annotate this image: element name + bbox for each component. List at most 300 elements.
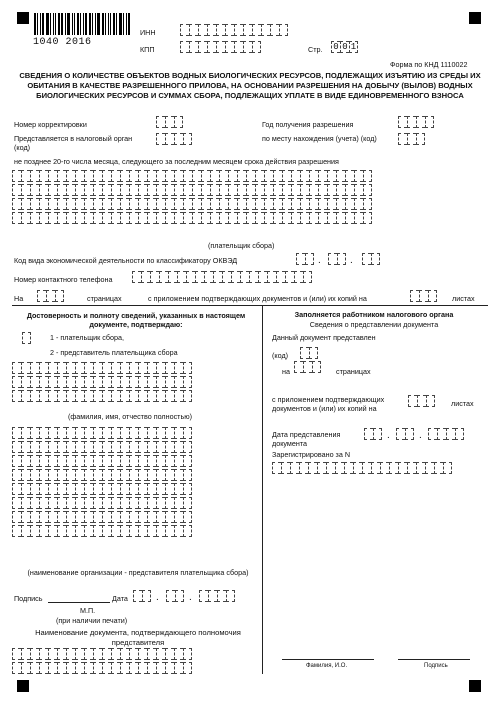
input-cell[interactable] [353,462,362,474]
input-cell[interactable] [156,497,165,509]
input-cell[interactable] [111,198,120,210]
input-cell[interactable] [57,511,66,523]
input-cell[interactable] [48,362,57,374]
grid-row[interactable] [12,170,372,182]
input-cell[interactable] [156,184,165,196]
input-cell[interactable] [129,212,138,224]
input-cell[interactable] [111,362,120,374]
input-cell[interactable] [410,290,419,302]
input-cell[interactable] [264,212,273,224]
grid-row[interactable] [12,198,372,210]
input-cell[interactable] [30,648,39,660]
input-cell[interactable] [309,198,318,210]
input-cell[interactable] [285,271,294,283]
input-cell[interactable] [231,271,240,283]
input-cell[interactable] [300,198,309,210]
input-cell[interactable] [39,212,48,224]
input-cell[interactable] [216,24,225,36]
input-cell[interactable] [300,170,309,182]
input-cell[interactable] [337,253,346,265]
input-cell[interactable] [129,376,138,388]
input-cell[interactable] [138,662,147,674]
sheets-count-field[interactable] [410,290,437,302]
input-cell[interactable] [165,116,174,128]
input-cell[interactable] [303,271,312,283]
input-cell[interactable] [93,648,102,660]
input-cell[interactable] [380,462,389,474]
input-cell[interactable] [174,170,183,182]
input-cell[interactable] [84,376,93,388]
input-cell[interactable] [354,212,363,224]
input-cell[interactable] [237,170,246,182]
input-cell[interactable] [317,462,326,474]
grid-row[interactable] [12,648,192,660]
input-cell[interactable] [192,170,201,182]
input-cell[interactable] [273,212,282,224]
input-cell[interactable] [281,462,290,474]
input-cell[interactable] [57,170,66,182]
input-cell[interactable] [147,198,156,210]
input-cell[interactable] [102,212,111,224]
input-cell[interactable] [129,184,138,196]
input-cell[interactable] [129,390,138,402]
sign-date-month[interactable] [166,590,184,602]
input-cell[interactable] [174,441,183,453]
input-cell[interactable] [300,184,309,196]
input-cell[interactable] [12,511,21,523]
input-cell[interactable] [246,212,255,224]
input-cell[interactable] [416,133,425,145]
input-cell[interactable] [75,441,84,453]
input-cell[interactable] [243,24,252,36]
input-cell[interactable] [219,170,228,182]
input-cell[interactable] [300,347,309,359]
input-cell[interactable] [84,212,93,224]
correction-number-field[interactable] [156,116,183,128]
input-cell[interactable] [237,198,246,210]
input-cell[interactable] [129,455,138,467]
input-cell[interactable] [39,390,48,402]
input-cell[interactable] [290,462,299,474]
input-cell[interactable] [363,212,372,224]
input-cell[interactable] [102,497,111,509]
input-cell[interactable] [30,390,39,402]
input-cell[interactable] [57,662,66,674]
input-cell[interactable] [21,469,30,481]
input-cell[interactable] [21,441,30,453]
input-cell[interactable] [120,170,129,182]
input-cell[interactable] [93,441,102,453]
input-cell[interactable] [219,184,228,196]
input-cell[interactable] [446,428,455,440]
input-cell[interactable] [354,198,363,210]
input-cell[interactable] [138,441,147,453]
input-cell[interactable] [183,511,192,523]
input-cell[interactable] [174,133,183,145]
input-cell[interactable] [138,362,147,374]
input-cell[interactable] [210,184,219,196]
grid-row[interactable] [12,427,192,439]
input-cell[interactable] [84,455,93,467]
input-cell[interactable] [75,198,84,210]
input-cell[interactable] [39,362,48,374]
input-cell[interactable] [165,133,174,145]
input-cell[interactable] [12,376,21,388]
input-cell[interactable] [48,427,57,439]
input-cell[interactable] [93,390,102,402]
input-cell[interactable] [165,212,174,224]
input-cell[interactable] [12,662,21,674]
input-cell[interactable] [396,428,405,440]
input-cell[interactable] [93,362,102,374]
input-cell[interactable] [174,212,183,224]
input-cell[interactable] [138,469,147,481]
input-cell[interactable] [48,483,57,495]
input-cell[interactable] [21,427,30,439]
input-cell[interactable] [327,184,336,196]
input-cell[interactable] [111,497,120,509]
input-cell[interactable] [345,212,354,224]
input-cell[interactable] [156,376,165,388]
input-cell[interactable] [39,483,48,495]
input-cell[interactable] [133,590,142,602]
input-cell[interactable] [39,376,48,388]
input-cell[interactable] [66,469,75,481]
input-cell[interactable] [183,469,192,481]
input-cell[interactable] [84,662,93,674]
input-cell[interactable] [102,427,111,439]
organization-grid[interactable] [12,427,192,539]
input-cell[interactable] [174,362,183,374]
input-cell[interactable] [234,24,243,36]
input-cell[interactable] [156,455,165,467]
input-cell[interactable] [142,590,151,602]
input-cell[interactable] [30,483,39,495]
input-cell[interactable] [120,469,129,481]
input-cell[interactable] [261,24,270,36]
input-cell[interactable] [363,198,372,210]
input-cell[interactable] [129,469,138,481]
input-cell[interactable] [252,41,261,53]
input-cell[interactable] [48,184,57,196]
input-cell[interactable] [66,497,75,509]
input-cell[interactable] [183,390,192,402]
input-cell[interactable] [246,170,255,182]
input-cell[interactable] [57,525,66,537]
grid-row[interactable] [12,455,192,467]
input-cell[interactable] [279,24,288,36]
input-cell[interactable] [84,497,93,509]
input-cell[interactable] [318,184,327,196]
input-cell[interactable] [174,648,183,660]
input-cell[interactable] [75,427,84,439]
input-cell[interactable] [12,198,21,210]
input-cell[interactable] [246,198,255,210]
input-cell[interactable] [201,170,210,182]
grid-row[interactable] [12,390,192,402]
input-cell[interactable] [156,648,165,660]
input-cell[interactable] [344,462,353,474]
input-cell[interactable] [111,483,120,495]
input-cell[interactable] [147,390,156,402]
input-cell[interactable] [21,170,30,182]
input-cell[interactable] [138,390,147,402]
input-cell[interactable] [249,271,258,283]
input-cell[interactable] [102,662,111,674]
input-cell[interactable] [12,212,21,224]
input-cell[interactable] [371,462,380,474]
right-sheets-field[interactable] [408,395,435,407]
input-cell[interactable] [147,483,156,495]
input-cell[interactable] [57,455,66,467]
input-cell[interactable] [408,395,417,407]
input-cell[interactable] [93,469,102,481]
location-code-field[interactable] [398,133,425,145]
input-cell[interactable] [84,511,93,523]
input-cell[interactable] [129,362,138,374]
input-cell[interactable] [102,376,111,388]
input-cell[interactable] [186,271,195,283]
input-cell[interactable] [201,198,210,210]
input-cell[interactable] [336,198,345,210]
input-cell[interactable] [12,648,21,660]
input-cell[interactable] [48,198,57,210]
input-cell[interactable] [30,662,39,674]
input-cell[interactable] [66,483,75,495]
input-cell[interactable] [174,184,183,196]
input-cell[interactable] [120,525,129,537]
input-cell[interactable] [309,347,318,359]
input-cell[interactable] [66,662,75,674]
input-cell[interactable] [12,525,21,537]
input-cell[interactable] [102,483,111,495]
input-cell[interactable] [255,170,264,182]
input-cell[interactable] [57,376,66,388]
input-cell[interactable] [55,290,64,302]
input-cell[interactable] [30,427,39,439]
input-cell[interactable] [138,525,147,537]
input-cell[interactable] [276,271,285,283]
input-cell[interactable] [192,184,201,196]
input-cell[interactable] [111,648,120,660]
input-cell[interactable] [39,511,48,523]
input-cell[interactable] [398,462,407,474]
input-cell[interactable] [102,184,111,196]
input-cell[interactable] [46,290,55,302]
input-cell[interactable] [264,184,273,196]
input-cell[interactable] [138,212,147,224]
input-cell[interactable] [318,212,327,224]
input-cell[interactable] [362,462,371,474]
input-cell[interactable] [129,497,138,509]
input-cell[interactable] [326,462,335,474]
input-cell[interactable] [120,483,129,495]
input-cell[interactable] [416,462,425,474]
permit-year-field[interactable] [398,116,434,128]
input-cell[interactable] [328,253,337,265]
grid-row[interactable] [12,662,192,674]
input-cell[interactable] [303,361,312,373]
input-cell[interactable] [156,390,165,402]
input-cell[interactable] [174,455,183,467]
input-cell[interactable] [165,362,174,374]
input-cell[interactable] [147,427,156,439]
input-cell[interactable] [66,362,75,374]
input-cell[interactable] [21,497,30,509]
input-cell[interactable] [12,441,21,453]
grid-row[interactable] [12,525,192,537]
grid-row[interactable] [12,184,372,196]
input-cell[interactable] [75,648,84,660]
input-cell[interactable] [48,525,57,537]
input-cell[interactable] [75,469,84,481]
input-cell[interactable] [217,590,226,602]
grid-row[interactable] [12,497,192,509]
sign-date-day[interactable] [133,590,151,602]
input-cell[interactable] [75,362,84,374]
input-cell[interactable] [75,525,84,537]
input-cell[interactable] [102,648,111,660]
input-cell[interactable] [174,390,183,402]
input-cell[interactable] [208,590,217,602]
input-cell[interactable] [168,271,177,283]
input-cell[interactable] [318,170,327,182]
input-cell[interactable] [156,441,165,453]
input-cell[interactable] [201,184,210,196]
tax-organ-code-field[interactable] [156,133,192,145]
grid-row[interactable] [12,362,192,374]
input-cell[interactable] [22,332,31,344]
page-number-field[interactable] [331,41,358,53]
input-cell[interactable] [336,170,345,182]
input-cell[interactable] [174,497,183,509]
input-cell[interactable] [335,462,344,474]
input-cell[interactable] [111,376,120,388]
input-cell[interactable] [309,184,318,196]
input-cell[interactable] [434,462,443,474]
input-cell[interactable] [147,525,156,537]
input-cell[interactable] [120,441,129,453]
input-cell[interactable] [75,170,84,182]
input-cell[interactable] [345,184,354,196]
input-cell[interactable] [102,441,111,453]
input-cell[interactable] [183,662,192,674]
input-cell[interactable] [84,427,93,439]
input-cell[interactable] [165,390,174,402]
input-cell[interactable] [39,497,48,509]
input-cell[interactable] [138,376,147,388]
input-cell[interactable] [291,198,300,210]
input-cell[interactable] [246,184,255,196]
input-cell[interactable] [455,428,464,440]
input-cell[interactable] [66,212,75,224]
input-cell[interactable] [48,662,57,674]
input-cell[interactable] [345,198,354,210]
input-cell[interactable] [165,198,174,210]
input-cell[interactable] [219,212,228,224]
input-cell[interactable] [204,271,213,283]
input-cell[interactable] [264,170,273,182]
input-cell[interactable] [354,170,363,182]
input-cell[interactable] [165,184,174,196]
input-cell[interactable] [111,511,120,523]
input-cell[interactable] [267,271,276,283]
input-cell[interactable] [207,24,216,36]
input-cell[interactable] [373,428,382,440]
input-cell[interactable] [213,271,222,283]
input-cell[interactable] [84,441,93,453]
input-cell[interactable] [363,170,372,182]
grid-row[interactable] [12,376,192,388]
input-cell[interactable] [165,497,174,509]
input-cell[interactable] [57,390,66,402]
input-cell[interactable] [417,395,426,407]
input-cell[interactable] [416,116,425,128]
input-cell[interactable] [210,198,219,210]
input-cell[interactable] [138,648,147,660]
input-cell[interactable] [282,212,291,224]
input-cell[interactable] [180,24,189,36]
input-cell[interactable] [57,427,66,439]
input-cell[interactable] [258,271,267,283]
input-cell[interactable] [39,662,48,674]
input-cell[interactable] [30,511,39,523]
input-cell[interactable] [21,184,30,196]
sign-date-year[interactable] [199,590,235,602]
input-cell[interactable] [165,170,174,182]
input-cell[interactable] [291,212,300,224]
input-cell[interactable] [12,455,21,467]
input-cell[interactable] [120,497,129,509]
confirmer-type-field[interactable] [22,332,32,344]
input-cell[interactable] [66,525,75,537]
input-cell[interactable] [93,525,102,537]
input-cell[interactable] [12,469,21,481]
input-cell[interactable] [156,662,165,674]
input-cell[interactable] [30,469,39,481]
input-cell[interactable] [111,525,120,537]
input-cell[interactable] [183,376,192,388]
input-cell[interactable] [48,455,57,467]
input-cell[interactable] [371,253,380,265]
input-cell[interactable] [129,427,138,439]
input-cell[interactable] [189,24,198,36]
input-cell[interactable] [183,455,192,467]
input-cell[interactable] [138,483,147,495]
input-cell[interactable] [174,116,183,128]
input-cell[interactable] [30,497,39,509]
input-cell[interactable] [156,427,165,439]
input-cell[interactable] [141,271,150,283]
input-cell[interactable] [183,212,192,224]
okved-field-3[interactable] [362,253,380,265]
input-cell[interactable] [147,497,156,509]
input-cell[interactable] [228,184,237,196]
input-cell[interactable] [93,497,102,509]
grid-row[interactable] [12,469,192,481]
input-cell[interactable] [183,525,192,537]
input-cell[interactable] [165,662,174,674]
input-cell[interactable] [21,198,30,210]
input-cell[interactable] [354,184,363,196]
input-cell[interactable] [336,184,345,196]
input-cell[interactable] [428,428,437,440]
fio-grid[interactable] [12,362,192,404]
input-cell[interactable] [84,198,93,210]
input-cell[interactable] [318,198,327,210]
input-cell[interactable] [225,41,234,53]
input-cell[interactable] [111,170,120,182]
